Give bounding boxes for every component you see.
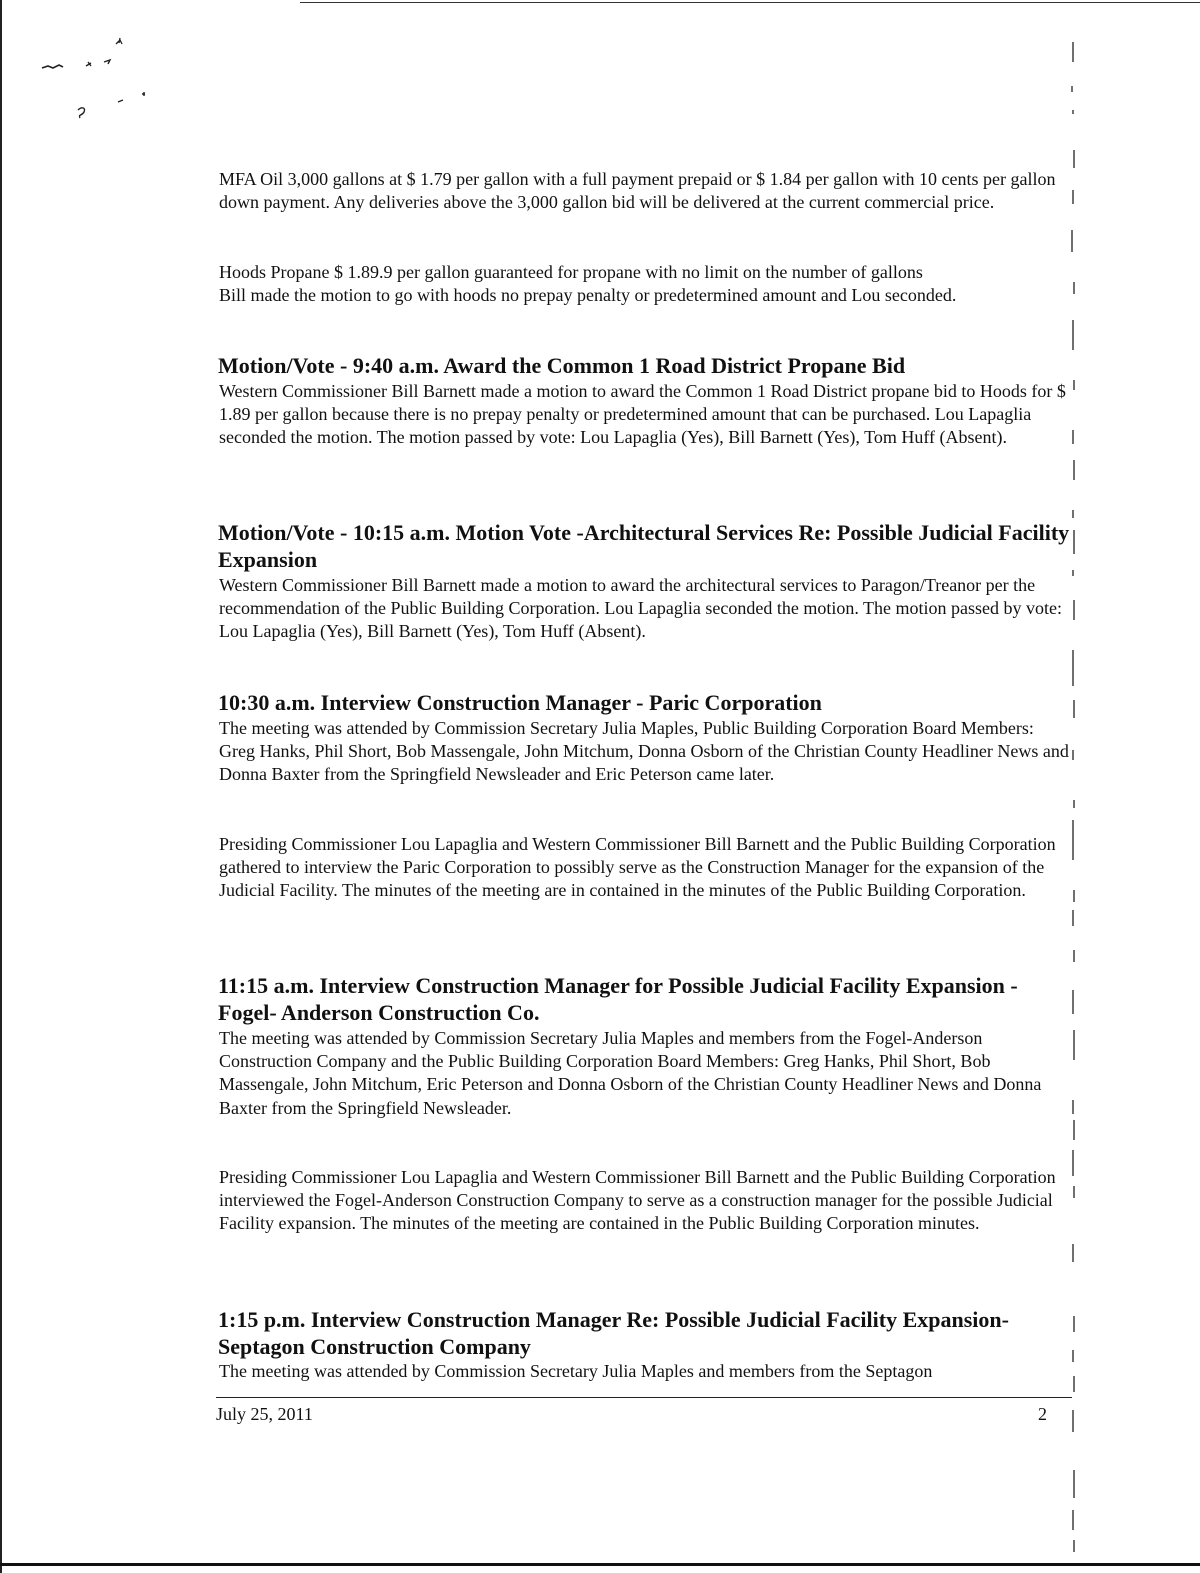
- page-number: 2: [1038, 1404, 1047, 1424]
- mfa-oil-paragraph: MFA Oil 3,000 gallons at $ 1.79 per gallon with a full payment prepaid or $ 1.84 per gallon with 10 cents per gallon down payment. Any deliveries above the 3,000 gallon bid will be delivered at the current commercial price.: [219, 169, 1056, 213]
- scan-bottom-edge: [0, 1563, 1200, 1566]
- section-body-paric-attendance: The meeting was attended by Commission Secretary Julia Maples, Public Building Corporation Board Members: Greg Hanks, Phil Short, Bob Massengale, John Mitchum, Donna Osborn of the Christian County Headliner News and Donna Baxter from the Springfield Newsleader and Eric Peterson came later.: [219, 718, 1069, 785]
- section-body-fogel-anderson-summary: Presiding Commissioner Lou Lapaglia and Western Commissioner Bill Barnett and the Public Building Corporation interviewed the Fogel-Anderson Construction Company to serve as a construction manager for the possible Judicial Facility expansion. The minutes of the meeting are contained in the Public Building Corporation minutes.: [219, 1167, 1056, 1234]
- section-body-propane-bid: Western Commissioner Bill Barnett made a motion to award the Common 1 Road District propane bid to Hoods for $ 1.89 per gallon because there is no prepay penalty or predetermined amount that can be purchased. Lou Lapaglia seconded the motion. The motion passed by vote: Lou Lapaglia (Yes), Bill Barnett (Yes), Tom Huff (Absent).: [219, 381, 1066, 448]
- motion-note-line: Bill made the motion to go with hoods no prepay penalty or predetermined amount and Lou seconded.: [219, 285, 957, 305]
- scan-top-edge: [300, 2, 1200, 3]
- section-body-architectural-services: Western Commissioner Bill Barnett made a motion to award the architectural services to Paragon/Treanor per the recommendation of the Public Building Corporation. Lou Lapaglia seconded the motion. The motion passed by vote: Lou Lapaglia (Yes), Bill Barnett (Yes), Tom Huff (Absent).: [219, 575, 1063, 642]
- section-body-paric-summary: Presiding Commissioner Lou Lapaglia and Western Commissioner Bill Barnett and the Public Building Corporation gathered to interview the Paric Corporation to possibly serve as the Construction Manager for the expansion of the Judicial Facility. The minutes of the meeting are in contained in the minutes of the Public Building Corporation.: [219, 834, 1056, 901]
- section-heading-propane-bid: Motion/Vote - 9:40 a.m. Award the Common 1 Road District Propane Bid: [218, 353, 906, 378]
- section-body-septagon-attendance: The meeting was attended by Commission Secretary Julia Maples and members from the Septagon: [219, 1361, 933, 1381]
- scan-speckles: [40, 36, 160, 126]
- section-heading-septagon-interview: 1:15 p.m. Interview Construction Manager Re: Possible Judicial Facility Expansion- Septagon Construction Company: [218, 1307, 1009, 1359]
- section-body-fogel-anderson-attendance: The meeting was attended by Commission Secretary Julia Maples and members from the Fogel-Anderson Construction Company and the Public Building Corporation Board Members: Greg Hanks, Phil Short, Bob Massengale, John Mitchum, Eric Peterson and Donna Osborn of the Christian County Headliner News and Donna Baxter from the Springfield Newsleader.: [219, 1028, 1042, 1118]
- scan-left-edge: [0, 0, 2, 1573]
- section-heading-paric-interview: 10:30 a.m. Interview Construction Manager - Paric Corporation: [218, 690, 822, 715]
- section-heading-architectural-services: Motion/Vote - 10:15 a.m. Motion Vote -Architectural Services Re: Possible Judicial Facility Expansion: [218, 520, 1070, 572]
- section-heading-fogel-anderson-interview: 11:15 a.m. Interview Construction Manager for Possible Judicial Facility Expansion - Fogel- Anderson Construction Co.: [218, 973, 1018, 1025]
- footer-date: July 25, 2011: [216, 1404, 313, 1424]
- hoods-propane-line: Hoods Propane $ 1.89.9 per gallon guaranteed for propane with no limit on the number of gallons: [219, 262, 923, 282]
- footer-divider: [216, 1397, 1072, 1398]
